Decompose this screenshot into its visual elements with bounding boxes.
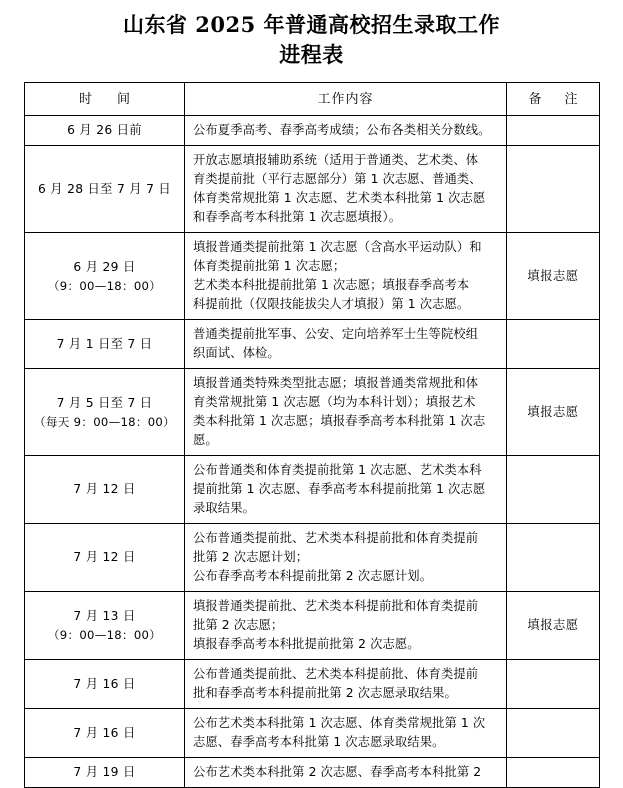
cell-content <box>185 456 507 524</box>
time-main: 6 月 29 日 <box>73 259 136 274</box>
cell-remark <box>507 456 600 524</box>
time-main: 7 月 1 日至 7 日 <box>56 336 153 351</box>
column-header-content: 工作内容 <box>185 83 507 116</box>
cell-remark <box>507 116 600 146</box>
cell-content <box>185 369 507 456</box>
content-line: 织面试、体检。 <box>193 346 280 360</box>
cell-remark <box>507 660 600 709</box>
remark-text: 填报志愿 <box>527 268 579 283</box>
cell-time <box>25 592 185 660</box>
content-line: 填报普通类提前批第 1 次志愿（含高水平运动队）和 <box>193 240 482 254</box>
content-line: 公布普通类提前批、艺术类本科提前批、体育类提前 <box>193 667 479 681</box>
page-title-line-1: 山东省 2025 年普通高校招生录取工作 <box>122 12 501 37</box>
content-line: 公布夏季高考、春季高考成绩；公布各类相关分数线。 <box>193 123 491 137</box>
content-line: 体育类常规批第 1 次志愿、艺术类本科批第 1 次志愿 <box>193 191 486 205</box>
content-line: 志愿、春季高考本科批第 1 次志愿录取结果。 <box>193 735 445 749</box>
time-main: 6 月 28 日至 7 月 7 日 <box>37 181 172 196</box>
table-row <box>25 320 600 369</box>
cell-content <box>185 660 507 709</box>
cell-time <box>25 369 185 456</box>
cell-content <box>185 146 507 233</box>
time-main: 7 月 16 日 <box>73 725 136 740</box>
content-line: 批和春季高考本科提前批第 2 次志愿录取结果。 <box>193 686 457 700</box>
cell-remark <box>507 146 600 233</box>
table-row <box>25 233 600 320</box>
cell-time <box>25 233 185 320</box>
cell-content <box>185 758 507 788</box>
cell-remark <box>507 592 600 660</box>
cell-content <box>185 524 507 592</box>
cell-content <box>185 320 507 369</box>
time-main: 7 月 19 日 <box>73 765 136 779</box>
table-row <box>25 369 600 456</box>
time-main: 7 月 12 日 <box>73 482 136 496</box>
content-line: 育类常规批第 1 次志愿（均为本科计划）；填报艺术 <box>193 395 476 409</box>
table-row <box>25 660 600 709</box>
content-line: 公布普通类和体育类提前批第 1 次志愿、艺术类本科 <box>193 463 482 477</box>
content-line: 类本科批第 1 次志愿；填报春季高考本科批第 1 次志 <box>193 414 486 428</box>
content-line: 录取结果。 <box>193 501 255 515</box>
cell-time <box>25 758 185 788</box>
cell-remark <box>507 233 600 320</box>
cell-remark <box>507 320 600 369</box>
remark-text: 填报志愿 <box>527 618 579 632</box>
column-header-time: 时 间 <box>25 83 185 116</box>
time-sub: （9：00—18：00） <box>47 628 162 642</box>
table-row <box>25 524 600 592</box>
content-line: 体育类提前批第 1 次志愿； <box>193 259 346 273</box>
schedule-table <box>24 82 600 788</box>
content-line: 艺术类本科批提前批第 1 次志愿；填报春季高考本 <box>193 278 470 292</box>
cell-time <box>25 709 185 758</box>
time-sub: （每天 9：00—18：00） <box>34 414 175 429</box>
content-line: 公布普通类提前批、艺术类本科提前批和体育类提前 <box>193 531 479 545</box>
time-sub: （9：00—18：00） <box>47 278 162 293</box>
content-line: 科提前批（仅限技能拔尖人才填报）第 1 次志愿。 <box>193 297 470 311</box>
cell-time <box>25 320 185 369</box>
table-row <box>25 116 600 146</box>
table-row <box>25 758 600 788</box>
time-main: 7 月 16 日 <box>73 676 136 691</box>
content-line: 公布艺术类本科批第 1 次志愿、体育类常规批第 1 次 <box>193 716 486 730</box>
time-main: 7 月 12 日 <box>73 550 136 564</box>
time-main: 7 月 13 日 <box>73 609 136 623</box>
content-line: 填报春季高考本科批提前批第 2 次志愿。 <box>193 637 420 651</box>
time-main: 6 月 26 日前 <box>67 123 142 137</box>
content-line: 公布春季高考本科提前批第 2 次志愿计划。 <box>193 569 433 583</box>
content-line: 公布艺术类本科批第 2 次志愿、春季高考本科批第 2 <box>193 765 482 779</box>
content-line: 和春季高考本科批第 1 次志愿填报）。 <box>193 210 402 224</box>
column-header-remark: 备 注 <box>507 83 600 116</box>
cell-remark <box>507 524 600 592</box>
content-line: 批第 2 次志愿； <box>193 618 284 632</box>
cell-time <box>25 660 185 709</box>
content-line: 填报普通类提前批、艺术类本科提前批和体育类提前 <box>193 599 479 613</box>
table-row <box>25 146 600 233</box>
content-line: 批第 2 次志愿计划； <box>193 550 309 564</box>
cell-content <box>185 592 507 660</box>
cell-content <box>185 116 507 146</box>
content-line: 提前批第 1 次志愿、春季高考本科提前批第 1 次志愿 <box>193 482 486 496</box>
table-header <box>25 83 600 116</box>
table-body <box>25 116 600 788</box>
content-line: 开放志愿填报辅助系统（适用于普通类、艺术类、体 <box>193 153 479 167</box>
cell-time <box>25 524 185 592</box>
cell-remark <box>507 369 600 456</box>
content-line: 填报普通类特殊类型批志愿；填报普通类常规批和体 <box>193 376 479 390</box>
cell-time <box>25 146 185 233</box>
cell-remark <box>507 709 600 758</box>
content-line: 普通类提前批军事、公安、定向培养军士生等院校组 <box>193 327 479 341</box>
time-main: 7 月 5 日至 7 日 <box>56 395 153 410</box>
cell-time <box>25 116 185 146</box>
page-title-line-2: 进程表 <box>279 42 344 67</box>
cell-remark <box>507 758 600 788</box>
table-header-row <box>25 83 600 116</box>
cell-content <box>185 233 507 320</box>
content-line: 育类提前批（平行志愿部分）第 1 次志愿、普通类、 <box>193 172 482 186</box>
remark-text: 填报志愿 <box>527 404 579 419</box>
content-line: 愿。 <box>193 433 218 447</box>
table-row <box>25 456 600 524</box>
schedule-table-wrapper <box>0 70 623 788</box>
page-title <box>0 10 623 70</box>
cell-content <box>185 709 507 758</box>
table-row <box>25 592 600 660</box>
cell-time <box>25 456 185 524</box>
table-row <box>25 709 600 758</box>
